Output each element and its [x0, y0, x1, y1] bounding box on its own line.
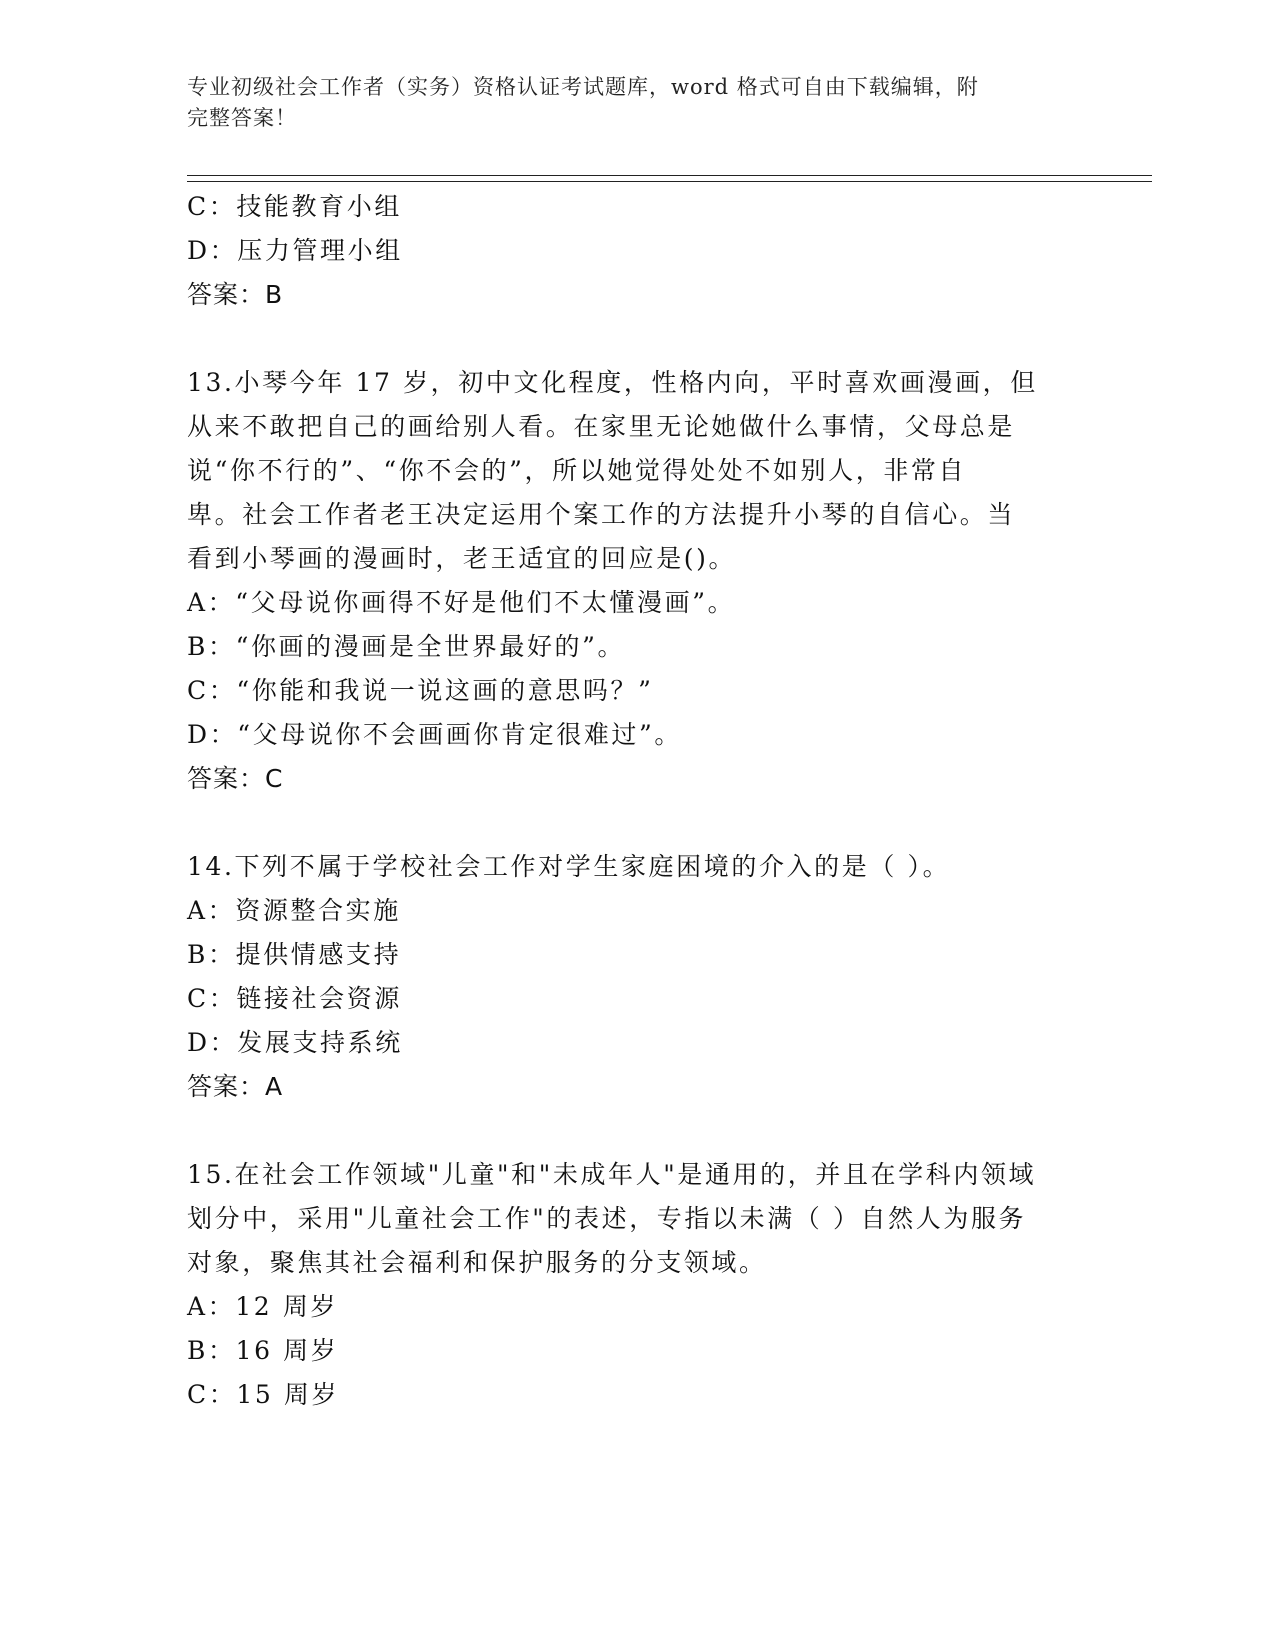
q13-stem-line-2: 从来不敢把自己的画给别人看。在家里无论她做什么事情，父母总是	[187, 412, 1016, 441]
q15-stem-line-3: 对象，聚焦其社会福利和保护服务的分支领域。	[187, 1248, 767, 1277]
header-rule-bottom	[187, 181, 1152, 182]
q12-answer: 答案：B	[187, 280, 284, 309]
q12-option-d: D：压力管理小组	[187, 236, 403, 265]
q15-option-a: A：12 周岁	[187, 1292, 339, 1321]
q13-option-c: C：“你能和我说一说这画的意思吗？”	[187, 676, 654, 705]
q14-option-b: B：提供情感支持	[187, 940, 402, 969]
q14-option-c: C：链接社会资源	[187, 984, 402, 1013]
q13-stem-line-4: 卑。社会工作者老王决定运用个案工作的方法提升小琴的自信心。当	[187, 500, 1016, 529]
q15-option-c: C：15 周岁	[187, 1380, 340, 1409]
q14-option-a: A：资源整合实施	[187, 896, 401, 925]
q13-option-d: D：“父母说你不会画画你肯定很难过”。	[187, 720, 683, 749]
q13-option-b: B：“你画的漫画是全世界最好的”。	[187, 632, 626, 661]
document-header	[187, 72, 1067, 134]
q13-answer: 答案：C	[187, 764, 284, 793]
header-line-1: 专业初级社会工作者（实务）资格认证考试题库，word 格式可自由下载编辑，附	[187, 75, 979, 99]
q13-stem-line-5: 看到小琴画的漫画时，老王适宜的回应是()。	[187, 544, 737, 573]
q12-option-c: C：技能教育小组	[187, 192, 402, 221]
q13-stem-line-1: 13.小琴今年 17 岁，初中文化程度，性格内向，平时喜欢画漫画，但	[187, 368, 1038, 397]
q15-option-b: B：16 周岁	[187, 1336, 339, 1365]
header-rule-top	[187, 175, 1152, 176]
q13-stem-line-3: 说“你不行的”、“你不会的”，所以她觉得处处不如别人，非常自	[187, 456, 967, 485]
q14-option-d: D：发展支持系统	[187, 1028, 403, 1057]
q13-option-a: A：“父母说你画得不好是他们不太懂漫画”。	[187, 588, 736, 617]
q14-stem-line-1: 14.下列不属于学校社会工作对学生家庭困境的介入的是（ ）。	[187, 852, 951, 881]
q15-stem-line-2: 划分中，采用"儿童社会工作"的表述，专指以未满（ ）自然人为服务	[187, 1204, 1027, 1233]
q14-answer: 答案：A	[187, 1072, 284, 1101]
q15-stem-line-1: 15.在社会工作领域"儿童"和"未成年人"是通用的，并且在学科内领域	[187, 1160, 1037, 1189]
header-line-2: 完整答案！	[187, 106, 297, 130]
